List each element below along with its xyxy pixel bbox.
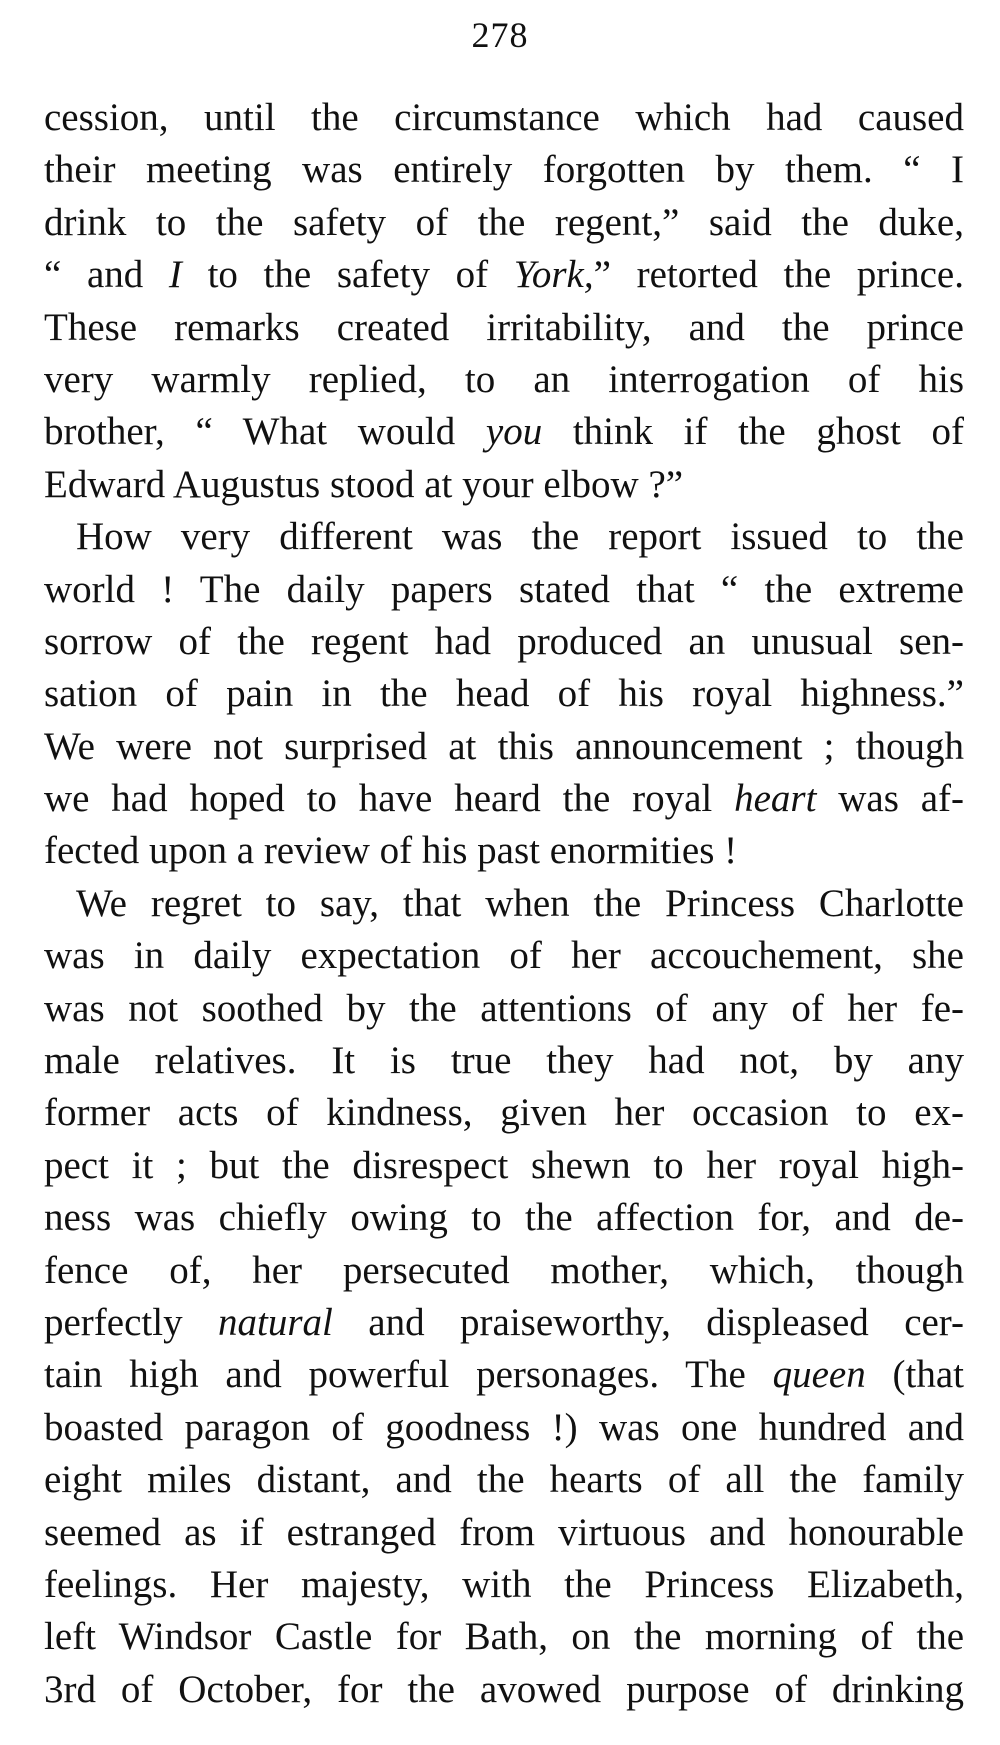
text-segment: “ and xyxy=(44,253,169,297)
text-line xyxy=(44,983,964,1035)
text-line xyxy=(44,668,964,720)
text-segment: eight miles distant, and the hearts of all the family xyxy=(44,1458,964,1502)
text-segment: seemed as if estranged from virtuous and honourable xyxy=(44,1510,964,1554)
text-segment: to the safety of xyxy=(181,253,514,297)
text-segment: boasted paragon of goodness !) was one hundred and xyxy=(44,1405,964,1449)
text-segment: world ! The daily papers stated that “ the extreme xyxy=(44,567,964,611)
text-line xyxy=(44,197,964,249)
text-segment: pect it ; but the disrespect shewn to her royal high- xyxy=(44,1143,964,1187)
text-segment: left Windsor Castle for Bath, on the morning of the xyxy=(44,1615,964,1659)
text-segment: was in daily expectation of her accouchement, she xyxy=(44,934,964,978)
text-line xyxy=(44,773,964,825)
text-line xyxy=(44,1245,964,1297)
text-segment: Edward Augustus stood at your elbow ?” xyxy=(44,462,684,506)
text-line xyxy=(44,459,964,511)
text-line xyxy=(44,406,964,458)
text-segment: very warmly replied, to an interrogation of his xyxy=(44,357,964,401)
text-line xyxy=(44,511,964,563)
text-line xyxy=(44,1087,964,1139)
text-line xyxy=(44,1192,964,1244)
text-segment: How very different was the report issued to the xyxy=(76,515,964,559)
text-line xyxy=(44,825,964,877)
text-line xyxy=(44,1402,964,1454)
text-segment: and praiseworthy, displeased cer- xyxy=(332,1300,965,1344)
text-segment: think if the ghost of xyxy=(542,410,964,454)
text-segment: These remarks created irritability, and the prince xyxy=(44,305,964,349)
text-line xyxy=(44,249,964,301)
text-segment: cession, until the circumstance which had caused xyxy=(44,96,964,139)
page-number: 278 xyxy=(471,15,529,55)
text-segment: ness was chiefly owing to the affection for, and de- xyxy=(44,1196,964,1240)
text-segment: male relatives. It is true they had not, by any xyxy=(44,1039,964,1083)
text-line xyxy=(44,1507,964,1559)
text-segment: their meeting was entirely forgotten by them. “ I xyxy=(44,148,964,192)
text-segment: We regret to say, that when the Princess Charlotte xyxy=(76,881,964,925)
text-segment: fence of, her persecuted mother, which, though xyxy=(44,1248,964,1292)
italic-text: natural xyxy=(218,1300,333,1344)
text-segment: former acts of kindness, given her occasion to ex- xyxy=(44,1091,964,1135)
text-line xyxy=(44,1454,964,1506)
text-segment: we had hoped to have heard the royal xyxy=(44,777,735,821)
text-line xyxy=(44,1297,964,1349)
body-text xyxy=(44,92,964,1716)
text-line xyxy=(44,302,964,354)
text-segment: ” retorted the prince. xyxy=(593,253,964,297)
text-segment: feelings. Her majesty, with the Princess Elizabeth, xyxy=(44,1562,964,1606)
text-line xyxy=(44,1559,964,1611)
text-segment: sation of pain in the head of his royal highness.” xyxy=(44,672,964,716)
italic-text: York, xyxy=(513,253,594,297)
text-segment: We were not surprised at this announcement ; though xyxy=(44,724,964,768)
text-segment: was af- xyxy=(816,777,965,821)
text-line xyxy=(44,354,964,406)
text-line xyxy=(44,92,964,144)
text-line xyxy=(44,878,964,930)
text-line xyxy=(44,1140,964,1192)
text-line xyxy=(44,564,964,616)
text-line xyxy=(44,930,964,982)
text-segment: 3rd of October, for the avowed purpose of drinking xyxy=(44,1667,964,1711)
text-line xyxy=(44,1349,964,1401)
italic-text: heart xyxy=(734,777,817,821)
italic-text: queen xyxy=(772,1353,866,1397)
text-segment: fected upon a review of his past enormities ! xyxy=(44,829,738,873)
text-line xyxy=(44,1664,964,1716)
text-segment: tain high and powerful personages. The xyxy=(44,1353,773,1397)
text-segment: (that xyxy=(865,1353,964,1397)
text-line xyxy=(44,616,964,668)
text-segment: brother, “ What would xyxy=(44,410,486,454)
italic-text: you xyxy=(485,410,543,454)
text-line xyxy=(44,1611,964,1663)
text-line xyxy=(44,1035,964,1087)
text-segment: sorrow of the regent had produced an unusual sen- xyxy=(44,619,964,663)
text-segment: perfectly xyxy=(44,1300,219,1344)
text-segment: was not soothed by the attentions of any of her fe- xyxy=(44,986,964,1030)
text-line xyxy=(44,721,964,773)
italic-text: I xyxy=(168,253,182,297)
text-segment: drink to the safety of the regent,” said the duke, xyxy=(44,200,964,244)
text-line xyxy=(44,144,964,196)
